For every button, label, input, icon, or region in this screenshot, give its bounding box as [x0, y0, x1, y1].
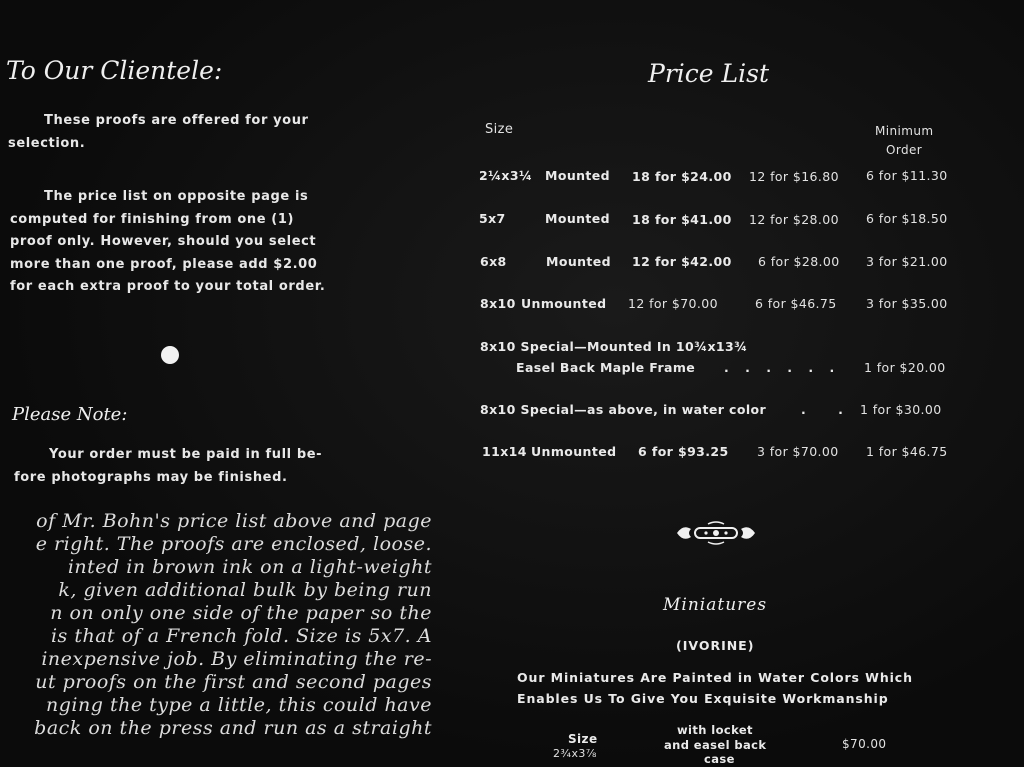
miniature-price: $70.00 — [842, 737, 887, 751]
caption-line: ut proofs on the first and second pages — [35, 671, 432, 693]
row-size: 5x7 — [479, 211, 506, 226]
miniatures-description-2: Enables Us To Give You Exquisite Workmanship — [517, 691, 889, 706]
caption-line: nging the type a little, this could have — [46, 694, 432, 716]
price-note-line: for each extra proof to your total order. — [10, 279, 326, 294]
caption-line: inted in brown ink on a light-weight — [67, 556, 432, 578]
row-type: Mounted — [546, 254, 612, 269]
minimum-order-header-1: Minimum — [875, 124, 934, 138]
row-price-c: 6 for $18.50 — [866, 211, 948, 226]
caption-line: k, given additional bulk by being run — [58, 579, 432, 601]
decorative-ornament-icon — [675, 521, 757, 545]
miniature-size-label: Size — [568, 732, 598, 746]
clientele-heading: To Our Clientele: — [6, 56, 223, 85]
row-price-c: 1 for $46.75 — [866, 444, 948, 459]
price-note-line: computed for finishing from one (1) — [10, 211, 295, 227]
miniatures-heading: Miniatures — [663, 595, 768, 615]
caption-line: back on the press and run as a straight — [34, 717, 432, 739]
locket-line: and easel back — [664, 738, 767, 752]
row-price-a: 18 for $41.00 — [632, 212, 732, 227]
intro-paragraph — [8, 110, 328, 155]
row-price-b: 12 for $16.80 — [749, 169, 839, 184]
row-price-b: 3 for $70.00 — [757, 444, 839, 459]
leader-dots: . . — [801, 402, 857, 417]
row-price-c: 3 for $21.00 — [866, 254, 948, 269]
minimum-order-header-2: Order — [886, 143, 923, 157]
miniature-size-value: 2¾x3⅞ — [553, 747, 597, 760]
caption-line: of Mr. Bohn's price list above and page — [36, 510, 432, 532]
caption-line: is that of a French fold. Size is 5x7. A — [50, 625, 432, 647]
row-price-c: 6 for $11.30 — [866, 168, 948, 183]
leader-dots: . . . . . . — [724, 360, 841, 375]
intro-line: selection. — [8, 135, 86, 151]
row-price-a: 12 for $42.00 — [632, 254, 732, 269]
row-price-a: 6 for $93.25 — [638, 444, 729, 459]
punch-hole-dot — [161, 346, 179, 364]
row-size: 6x8 — [480, 254, 507, 269]
row-size: 8x10 — [480, 296, 516, 311]
price-note-line: The price list on opposite page is — [44, 189, 309, 204]
row-price-b: 6 for $46.75 — [755, 296, 837, 311]
caption-line: e right. The proofs are enclosed, loose. — [35, 533, 432, 555]
price-list-heading: Price List — [648, 59, 769, 88]
miniatures-description-1: Our Miniatures Are Painted in Water Colors Which — [517, 670, 913, 685]
row-type: Mounted — [545, 168, 611, 183]
row-type: Unmounted — [521, 296, 607, 311]
size-column-header: Size — [485, 122, 514, 137]
row-size: 11x14 — [482, 444, 527, 459]
special-framed-line1: 8x10 Special—Mounted In 10¾x13¾ — [480, 339, 748, 354]
row-price-b: 6 for $28.00 — [758, 254, 840, 269]
locket-line: with locket — [677, 723, 753, 737]
please-note-heading: Please Note: — [12, 404, 128, 425]
special-watercolor-text: 8x10 Special—as above, in water color — [480, 402, 767, 417]
row-price-c: 3 for $35.00 — [866, 296, 948, 311]
intro-line: These proofs are offered for your — [44, 113, 309, 128]
overlay-caption-text — [0, 510, 432, 740]
row-price-b: 12 for $28.00 — [749, 212, 839, 227]
caption-line: n on only one side of the paper so the — [50, 602, 432, 624]
row-price-a: 18 for $24.00 — [632, 169, 732, 184]
price-note-line: more than one proof, please add $2.00 — [10, 256, 318, 272]
row-price-a: 12 for $70.00 — [628, 296, 718, 311]
ivorine-label: (IVORINE) — [676, 638, 755, 653]
row-size: 2¼x3¼ — [479, 168, 533, 183]
special-framed-price: 1 for $20.00 — [864, 360, 946, 375]
payment-note-line: fore photographs may be finished. — [14, 469, 288, 485]
price-note-paragraph — [10, 186, 328, 299]
row-type: Unmounted — [531, 444, 617, 459]
special-framed-line2: Easel Back Maple Frame — [516, 360, 696, 375]
payment-note-line: Your order must be paid in full be- — [49, 447, 323, 462]
row-type: Mounted — [545, 211, 611, 226]
locket-line: case — [704, 752, 735, 766]
price-note-line: proof only. However, should you select — [10, 234, 317, 249]
payment-note-paragraph — [14, 444, 330, 489]
special-watercolor-price: 1 for $30.00 — [860, 402, 942, 417]
caption-line: inexpensive job. By eliminating the re- — [41, 648, 432, 670]
